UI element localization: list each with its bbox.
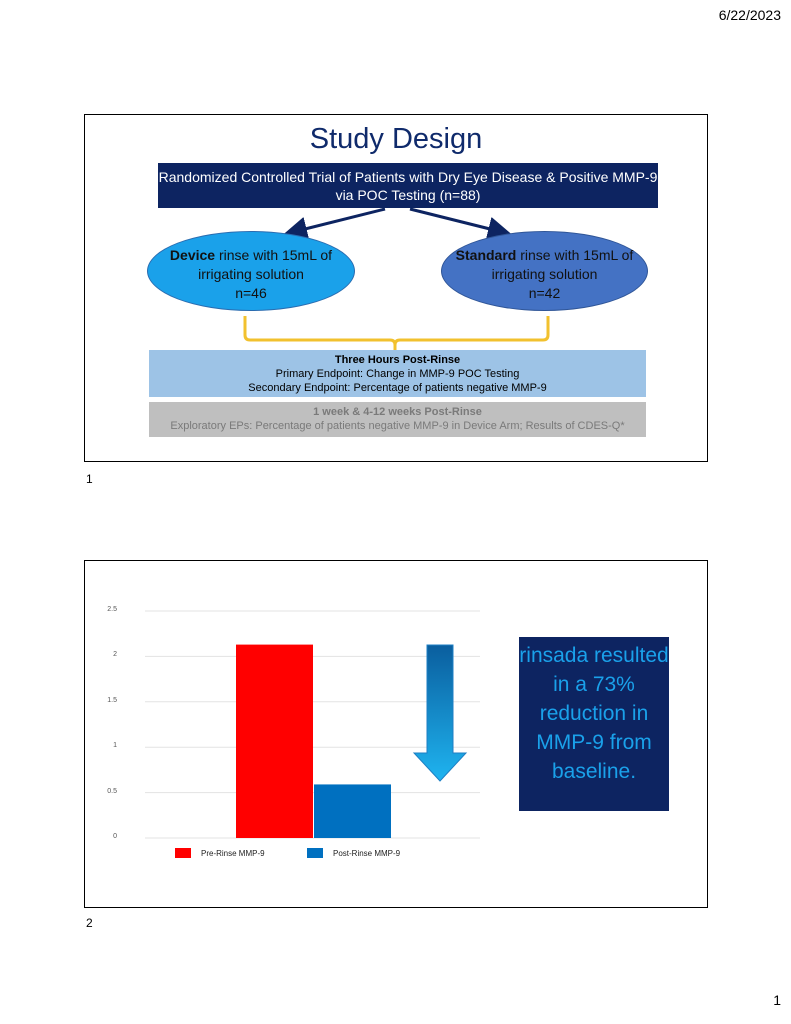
arrow-to-device — [289, 209, 385, 233]
arrow-to-standard — [410, 209, 506, 233]
page-number: 1 — [773, 992, 781, 1008]
bar-pre-rinse — [236, 645, 313, 838]
y-tick-label: 1.5 — [107, 696, 117, 704]
merge-bracket — [245, 316, 548, 351]
slide-1 — [84, 114, 708, 462]
primary-endpoint: Primary Endpoint: Change in MMP-9 POC Testing — [275, 368, 520, 380]
device-arm-ellipse — [147, 231, 355, 311]
legend-swatch — [307, 848, 323, 858]
standard-text: rinse with 15mL of irrigating solution — [491, 247, 634, 282]
slide-1-number: 1 — [86, 472, 93, 486]
slide-2-number: 2 — [86, 916, 93, 930]
legend-swatch — [175, 848, 191, 858]
followup-box — [149, 402, 646, 437]
secondary-endpoint: Secondary Endpoint: Percentage of patients negative MMP-9 — [248, 382, 547, 394]
standard-n: n=42 — [528, 285, 561, 301]
y-tick-label: 1 — [113, 742, 117, 750]
device-n: n=46 — [235, 285, 267, 301]
device-label: Device — [169, 247, 216, 263]
y-tick-label: 2 — [113, 651, 117, 659]
reduction-callout: rinsada resulted in a 73% reduction in MMP-9 from baseline. — [519, 637, 669, 811]
bar-post-rinse — [314, 784, 391, 838]
legend-label: Post-Rinse MMP-9 — [333, 849, 401, 858]
exploratory-endpoints: Exploratory EPs: Percentage of patients negative MMP-9 in Device Arm; Results of CDES-Q* — [170, 420, 625, 432]
followup-heading: 1 week & 4-12 weeks Post-Rinse — [313, 406, 482, 418]
y-tick-label: 0.5 — [107, 787, 117, 795]
slide-2 — [84, 560, 708, 908]
post-rinse-heading: Three Hours Post-Rinse — [334, 354, 461, 366]
standard-arm-ellipse — [441, 231, 648, 311]
down-arrow-icon — [414, 645, 466, 781]
device-text: rinse with 15mL of irrigating solution — [198, 247, 333, 282]
y-tick-label: 2.5 — [107, 606, 117, 613]
page-date: 6/22/2023 — [718, 7, 781, 23]
post-rinse-box — [149, 350, 646, 397]
slide-title: Study Design — [309, 123, 483, 155]
y-tick-label: 0 — [113, 833, 117, 840]
legend-label: Pre-Rinse MMP-9 — [201, 849, 265, 858]
study-banner: Randomized Controlled Trial of Patients with Dry Eye Disease & Positive MMP-9 via POC Testing (n=88) — [158, 163, 658, 208]
standard-label: Standard — [455, 247, 517, 263]
